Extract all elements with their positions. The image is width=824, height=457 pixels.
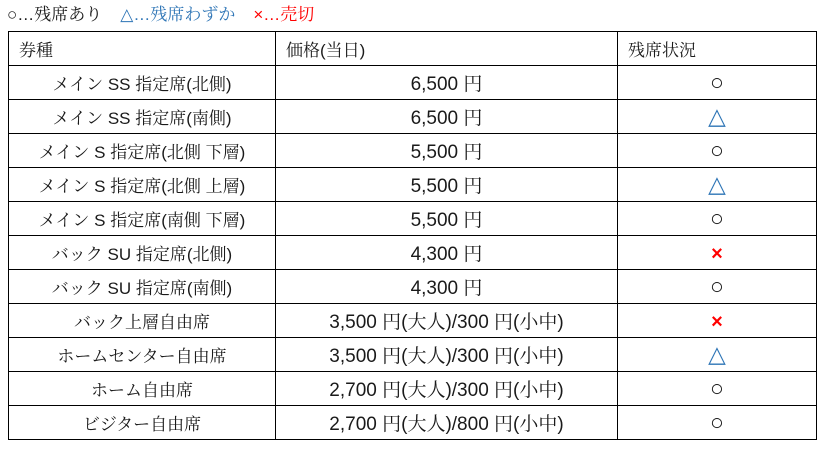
price-cell: 4,300 円 xyxy=(276,270,618,304)
cross-sold-out-icon: × xyxy=(711,311,723,333)
triangle-few-seats-icon: △ xyxy=(708,171,726,197)
price-cell: 6,500 円 xyxy=(276,66,618,100)
price-cell: 5,500 円 xyxy=(276,134,618,168)
price-cell: 5,500 円 xyxy=(276,168,618,202)
ticket-availability-table xyxy=(8,31,817,440)
legend-label-available: …残席あり xyxy=(17,5,103,24)
cross-sold-out-icon: × xyxy=(253,5,264,24)
price-cell: 3,500 円(大人)/300 円(小中) xyxy=(276,338,618,372)
price-cell: 2,700 円(大人)/300 円(小中) xyxy=(276,372,618,406)
availability-status-cell xyxy=(618,168,817,202)
ticket-type-cell: バック SU 指定席(南側) xyxy=(9,270,276,304)
col-header-ticket-type: 券種 xyxy=(9,32,276,66)
table-row xyxy=(9,134,817,168)
ticket-type-cell: メイン S 指定席(北側 上層) xyxy=(9,168,276,202)
ticket-type-cell: バック上層自由席 xyxy=(9,304,276,338)
availability-status-cell xyxy=(618,406,817,440)
triangle-few-seats-icon: △ xyxy=(708,341,726,367)
price-cell: 4,300 円 xyxy=(276,236,618,270)
ticket-type-cell: メイン S 指定席(南側 下層) xyxy=(9,202,276,236)
triangle-few-seats-icon: △ xyxy=(708,103,726,129)
table-row xyxy=(9,406,817,440)
availability-status-cell xyxy=(618,338,817,372)
availability-status-cell xyxy=(618,304,817,338)
availability-status-cell xyxy=(618,100,817,134)
availability-status-cell xyxy=(618,202,817,236)
circle-available-icon: ○ xyxy=(710,375,724,401)
table-row xyxy=(9,270,817,304)
availability-status-cell xyxy=(618,236,817,270)
ticket-type-cell: メイン SS 指定席(南側) xyxy=(9,100,276,134)
price-cell: 2,700 円(大人)/800 円(小中) xyxy=(276,406,618,440)
ticket-type-cell: ホームセンター自由席 xyxy=(9,338,276,372)
circle-available-icon: ○ xyxy=(710,205,724,231)
circle-available-icon: ○ xyxy=(710,137,724,163)
ticket-type-cell: メイン SS 指定席(北側) xyxy=(9,66,276,100)
availability-status-cell xyxy=(618,372,817,406)
legend-item-available xyxy=(7,5,102,24)
cross-sold-out-icon: × xyxy=(711,243,723,265)
table-row xyxy=(9,372,817,406)
legend-label-few-seats: …残席わずか xyxy=(133,5,236,24)
table-row xyxy=(9,202,817,236)
table-row xyxy=(9,100,817,134)
price-cell: 5,500 円 xyxy=(276,202,618,236)
table-row xyxy=(9,236,817,270)
table-row xyxy=(9,168,817,202)
price-cell: 6,500 円 xyxy=(276,100,618,134)
legend-item-sold-out xyxy=(253,5,314,24)
availability-status-cell xyxy=(618,66,817,100)
triangle-few-seats-icon: △ xyxy=(120,5,134,24)
circle-available-icon: ○ xyxy=(710,409,724,435)
ticket-type-cell: バック SU 指定席(北側) xyxy=(9,236,276,270)
legend-item-few-seats xyxy=(120,5,235,24)
table-row xyxy=(9,338,817,372)
circle-available-icon: ○ xyxy=(710,69,724,95)
availability-status-cell xyxy=(618,134,817,168)
availability-status-cell xyxy=(618,270,817,304)
col-header-price: 価格(当日) xyxy=(276,32,618,66)
table-row xyxy=(9,304,817,338)
ticket-type-cell: メイン S 指定席(北側 下層) xyxy=(9,134,276,168)
availability-legend xyxy=(7,3,332,27)
ticket-type-cell: ホーム自由席 xyxy=(9,372,276,406)
col-header-availability: 残席状況 xyxy=(618,32,817,66)
table-header-row xyxy=(9,32,817,66)
table-row xyxy=(9,66,817,100)
circle-available-icon: ○ xyxy=(710,273,724,299)
legend-label-sold-out: …売切 xyxy=(263,5,315,24)
price-cell: 3,500 円(大人)/300 円(小中) xyxy=(276,304,618,338)
circle-available-icon: ○ xyxy=(7,5,18,24)
ticket-type-cell: ビジター自由席 xyxy=(9,406,276,440)
